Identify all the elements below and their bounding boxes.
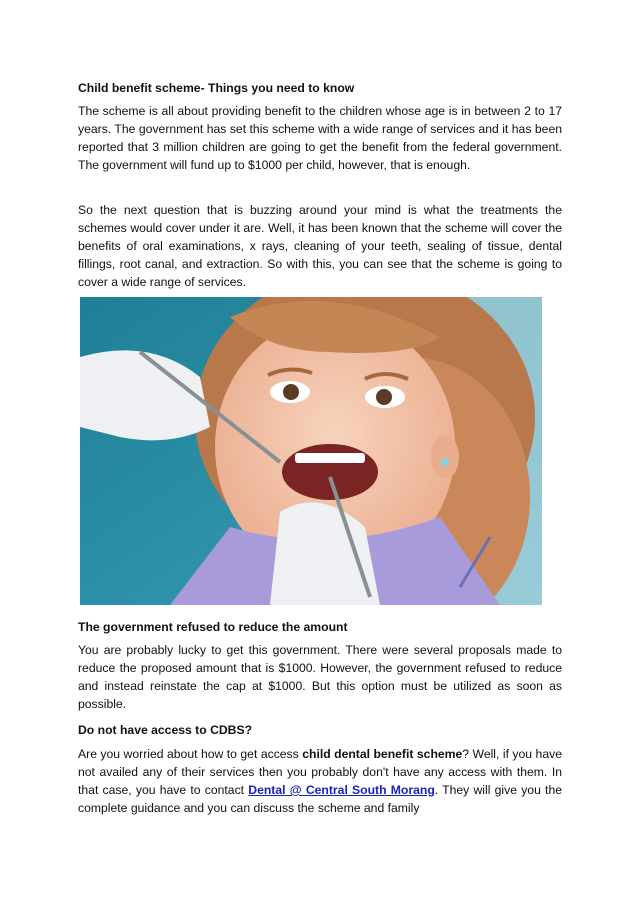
paragraph-government-refused: You are probably lucky to get this government. There were several proposals made to reduce the proposed amount that is $1000. However, the government refused to reduce and instead reinstate the cap at $1000. But this option must be utilized as soon as possible. bbox=[78, 643, 562, 711]
section-heading-government-refused: The government refused to reduce the amount bbox=[78, 620, 348, 634]
cdbs-text-after: . They will give you the complete guidance and you can discuss the scheme and family bbox=[78, 783, 562, 815]
dental-central-south-morang-link[interactable]: Dental @ Central South Morang bbox=[248, 783, 435, 797]
paragraph-cdbs-access bbox=[78, 745, 562, 817]
cdbs-text-middle: ? Well, if you have not availed any of their services then you probably don't have any access with them. In that case, you have to contact bbox=[78, 747, 562, 797]
section-heading-child-benefit: Child benefit scheme- Things you need to know bbox=[78, 81, 355, 95]
cdbs-text-before: Are you worried about how to get access bbox=[78, 747, 303, 761]
paragraph-scheme-overview: The scheme is all about providing benefit to the children whose age is in between 2 to 17 years. The government has set this scheme with a wide range of services and it has been reported that 3 million children are going to get the benefit from the federal government. The government will fund up to $1000 per child, however, that is enough. bbox=[78, 104, 562, 172]
child-dental-exam-photo bbox=[80, 297, 542, 605]
paragraph-treatments-covered: So the next question that is buzzing around your mind is what the treatments the schemes would cover under it are. Well, it has been known that the scheme will cover the benefits of oral examinations, x rays, cleaning of your teeth, sealing of tissue, dental fillings, root canal, and extraction. So with this, you can see that the scheme is going to cover a wide range of services. bbox=[78, 203, 562, 289]
section-heading-cdbs-access: Do not have access to CDBS? bbox=[78, 723, 253, 737]
cdbs-bold-phrase: child dental benefit scheme bbox=[302, 747, 463, 761]
